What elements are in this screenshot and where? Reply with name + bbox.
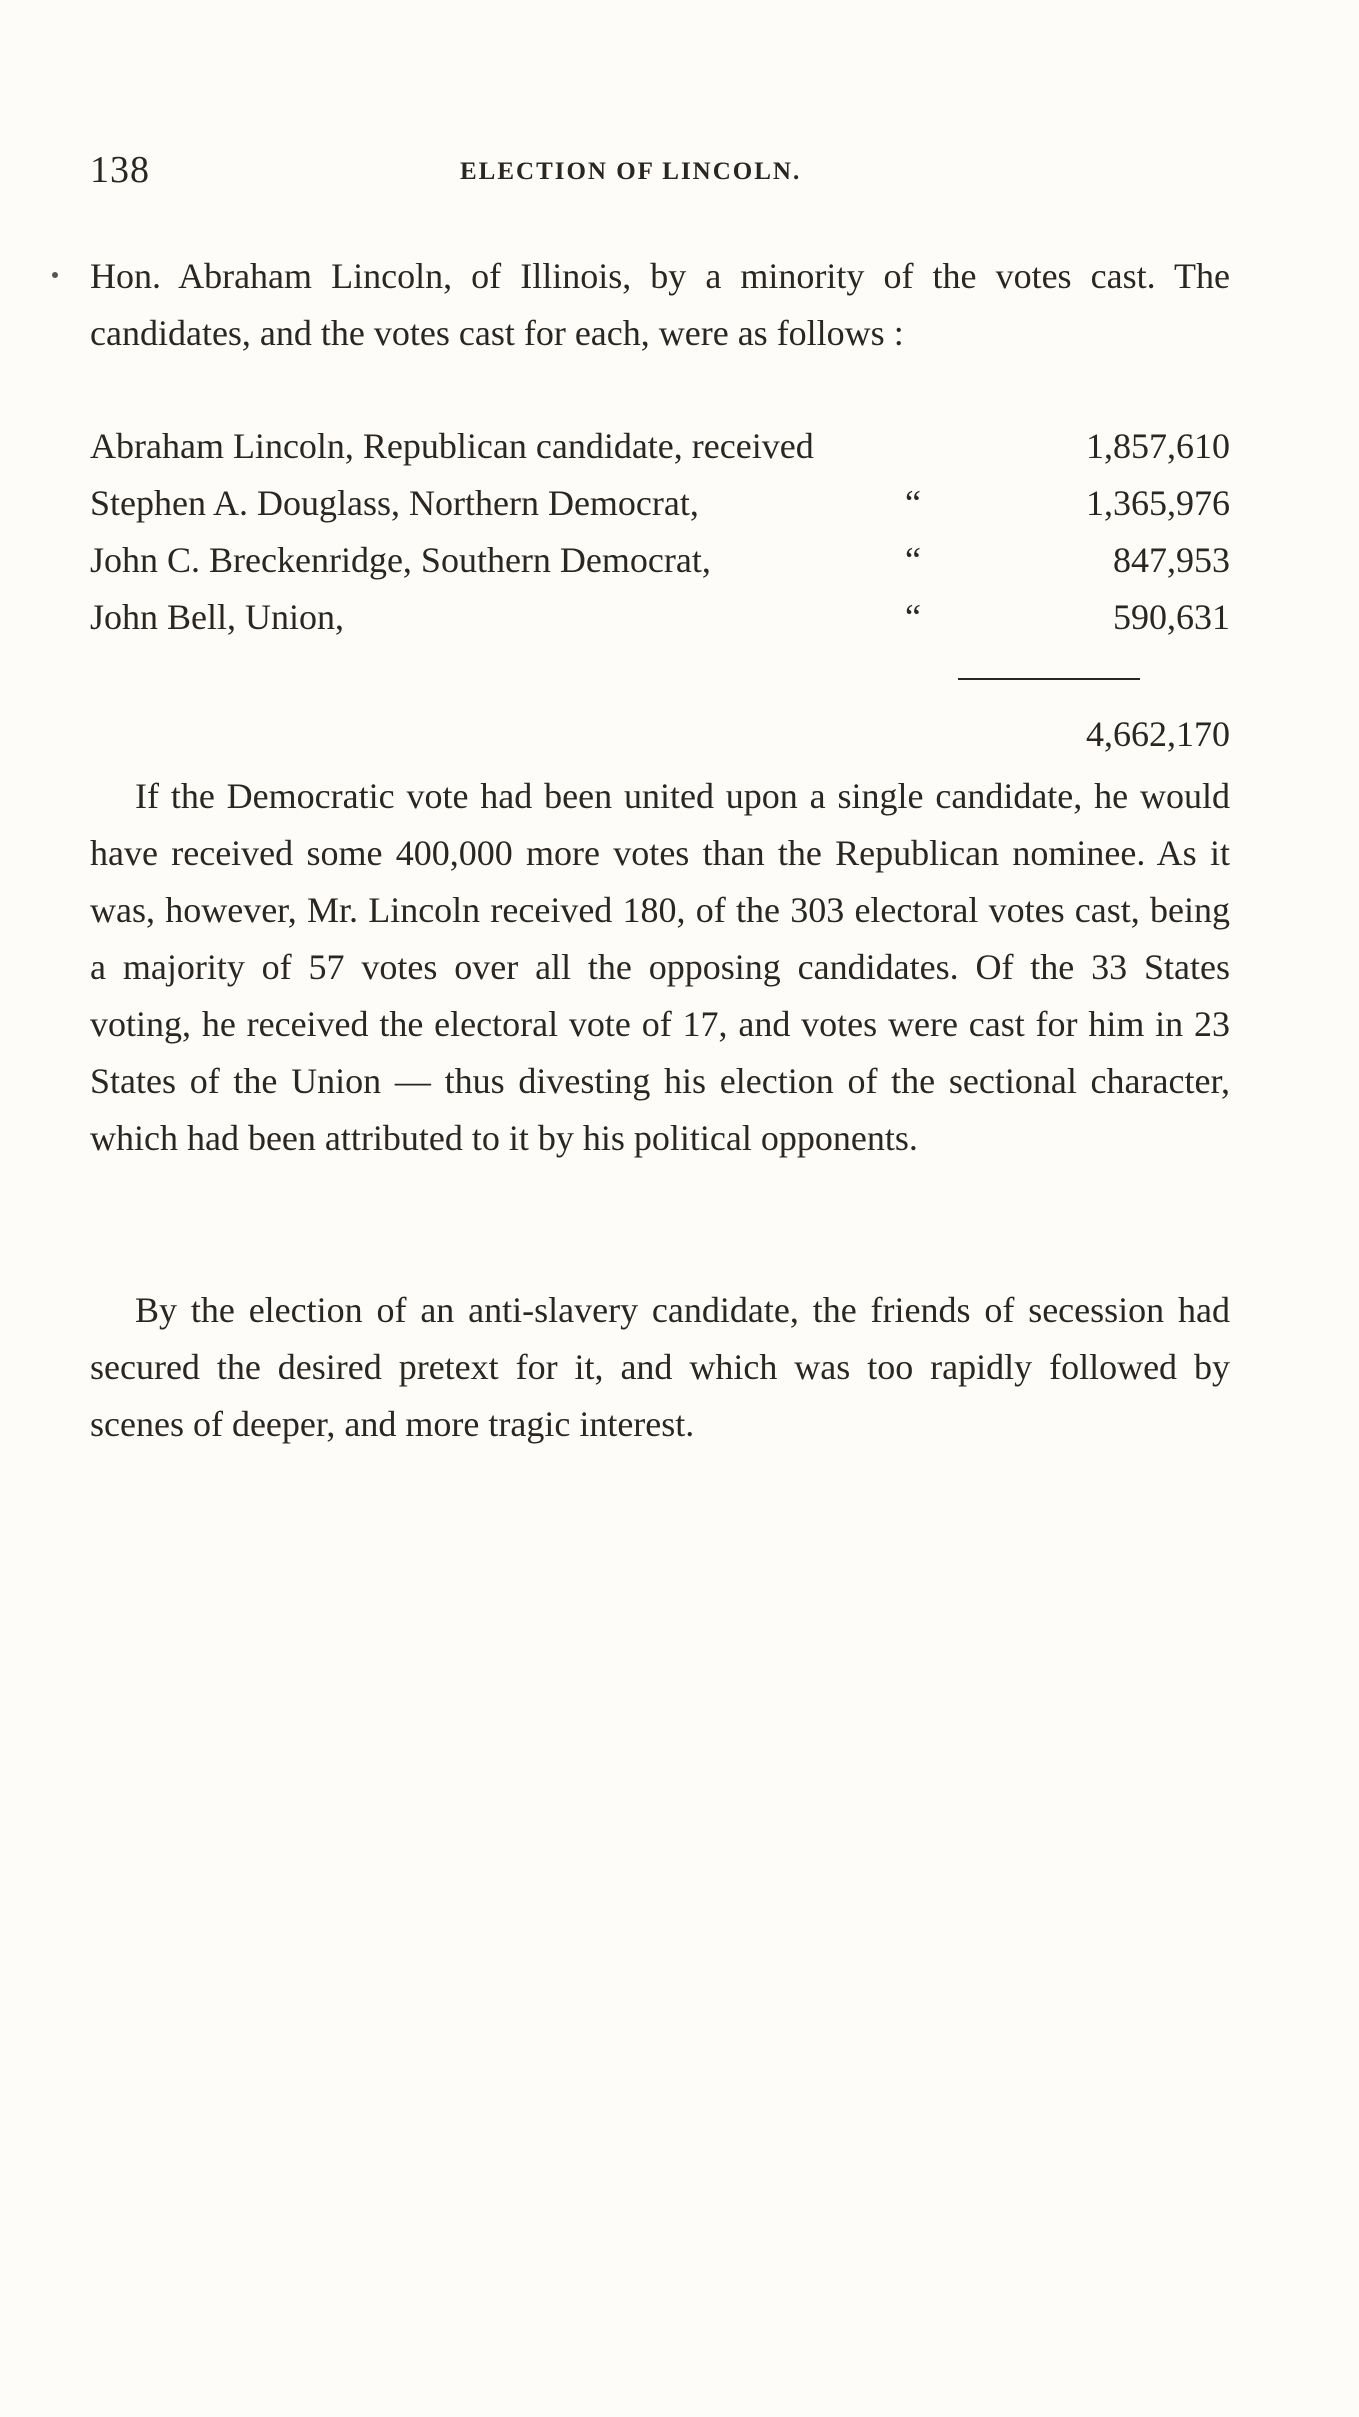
total-rule (958, 678, 1140, 680)
intro-paragraph (90, 248, 1230, 362)
page-number: 138 (90, 149, 150, 191)
ditto-mark: “ (905, 540, 921, 580)
ditto-mark: “ (905, 597, 921, 637)
vote-count: 590,631 (1113, 597, 1230, 637)
vote-row (90, 475, 1230, 532)
candidate-name: John C. Breckenridge, Southern Democrat, (90, 540, 711, 580)
vote-count: 1,365,976 (1086, 483, 1230, 523)
total-row (90, 706, 1230, 763)
body-paragraph: If the Democratic vote had been united upon a single candidate, he would have received some 400,000 more votes than the Republican nominee. As it was, however, Mr. Lincoln received 180, of the 303 electoral votes cast, being a majority of 57 votes over all the opposing candidates. Of the 33 States voting, he received the electoral vote of 17, and votes were cast for him in 23 States of the Union — thus divesting his election of the sectional character, which had been attributed to it by his political opponents. (90, 776, 1230, 1158)
vote-row (90, 532, 1230, 589)
body-paragraph: By the election of an anti-slavery candidate, the friends of secession had secured the desired pretext for it, and which was too rapidly followed by scenes of deeper, and more tragic interest. (90, 1290, 1230, 1444)
votes-table (90, 418, 1230, 646)
intro-text: Hon. Abraham Lincoln, of Illinois, by a minority of the votes cast. The candidates, and the votes cast for each, were as follows : (90, 256, 1230, 353)
vote-count: 1,857,610 (1086, 426, 1230, 466)
vote-row (90, 418, 1230, 475)
margin-dot (52, 272, 58, 278)
total-votes: 4,662,170 (1086, 714, 1230, 754)
vote-row (90, 589, 1230, 646)
candidate-name: John Bell, Union, (90, 597, 345, 637)
running-title: ELECTION OF LINCOLN. (460, 158, 802, 185)
ditto-mark: “ (905, 483, 921, 523)
candidate-name: Stephen A. Douglass, Northern Democrat, (90, 483, 699, 523)
running-head (90, 148, 1230, 192)
vote-count: 847,953 (1113, 540, 1230, 580)
candidate-name: Abraham Lincoln, Republican candidate, received (90, 426, 814, 466)
